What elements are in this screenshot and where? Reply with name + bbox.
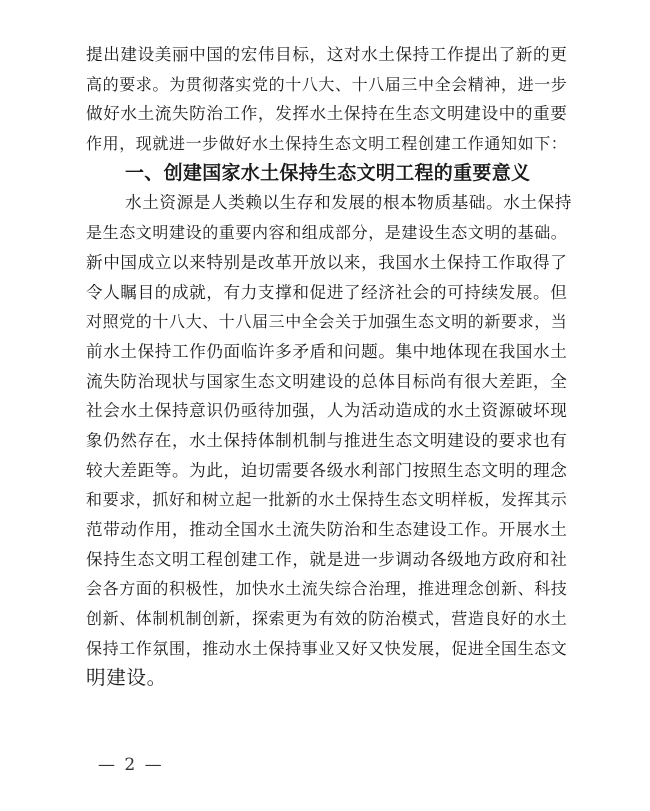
- paragraph-2: [86, 188, 574, 693]
- text-line: 是生态文明建设的重要内容和组成部分，是建设生态文明的基础。: [86, 223, 568, 243]
- text-line: 做好水土流失防治工作，发挥水土保持在生态文明建设中的重要: [86, 104, 568, 124]
- body-text: [86, 40, 574, 693]
- text-line: 明建设。: [86, 666, 167, 690]
- text-line: 高的要求。为贯彻落实党的十八大、十八届三中全会精神，进一步: [86, 74, 568, 94]
- text-line: 流失防治现状与国家生态文明建设的总体目标尚有很大差距，全: [86, 371, 568, 391]
- text-line: 作用，现就进一步做好水土保持生态文明工程创建工作通知如下：: [86, 134, 568, 154]
- text-line: 提出建设美丽中国的宏伟目标，这对水土保持工作提出了新的更: [86, 45, 568, 64]
- text-line: 较大差距等。为此，迫切需要各级水利部门按照生态文明的理念: [86, 460, 568, 480]
- section-heading: 一、创建国家水土保持生态文明工程的重要意义: [125, 161, 531, 184]
- text-line: 会各方面的积极性，加快水土流失综合治理，推进理念创新、科技: [86, 579, 568, 599]
- text-line: 对照党的十八大、十八届三中全会关于加强生态文明的新要求，当: [86, 312, 568, 332]
- text-line: 令人瞩目的成就，有力支撑和促进了经济社会的可持续发展。但: [86, 282, 568, 302]
- text-line: 创新、体制机制创新，探索更为有效的防治模式，营造良好的水土: [86, 609, 568, 629]
- paragraph-1: [86, 40, 574, 159]
- text-line: 前水土保持工作仍面临许多矛盾和问题。集中地体现在我国水土: [86, 341, 568, 361]
- text-line: 和要求，抓好和树立起一批新的水土保持生态文明样板，发挥其示: [86, 490, 568, 510]
- text-line: 范带动作用，推动全国水土流失防治和生态建设工作。开展水土: [86, 520, 568, 539]
- text-line: 新中国成立以来特别是改革开放以来，我国水土保持工作取得了: [86, 252, 568, 272]
- text-line: 社会水土保持意识仍亟待加强，人为活动造成的水土资源破坏现: [86, 401, 568, 421]
- page-number: — 2 —: [98, 755, 164, 775]
- text-line: 象仍然存在，水土保持体制机制与推进生态文明建设的要求也有: [86, 430, 568, 450]
- text-line: 保持工作氛围，推动水土保持事业又好又快发展，促进全国生态文: [86, 638, 568, 658]
- text-line: 保持生态文明工程创建工作，就是进一步调动各级地方政府和社: [86, 549, 568, 569]
- text-line: 水土资源是人类赖以生存和发展的根本物质基础。水土保持: [125, 193, 573, 213]
